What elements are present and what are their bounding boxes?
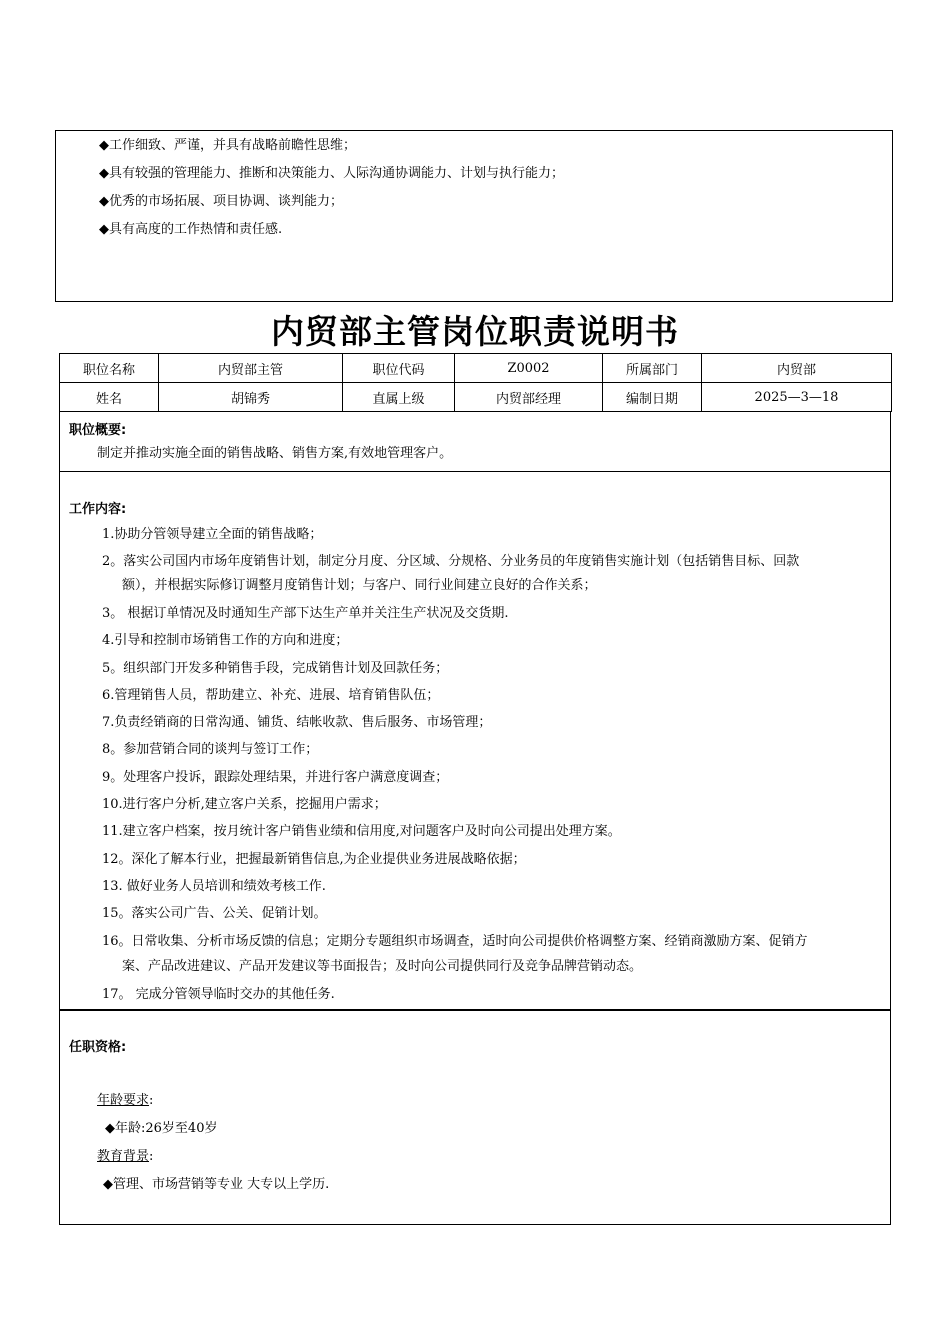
work-item: 8。参加营销合同的谈判与签订工作； — [102, 742, 319, 757]
work-item: 13. 做好业务人员培训和绩效考核工作. — [102, 879, 326, 894]
label-supervisor: 直属上级 — [343, 383, 455, 412]
work-item: 10.进行客户分析,建立客户关系，挖掘用户需求； — [102, 797, 387, 812]
label-position-name: 职位名称 — [60, 354, 159, 383]
work-item: 15。落实公司广告、公关、促销计划。 — [102, 906, 327, 921]
requirements-box — [55, 130, 893, 302]
work-item: 11.建立客户档案，按月统计客户销售业绩和信用度,对问题客户及时向公司提出处理方案。 — [102, 824, 621, 839]
work-item: 17。 完成分管领导临时交办的其他任务. — [102, 987, 335, 1002]
work-item: 2。落实公司国内市场年度销售计划，制定分月度、分区域、分规格、分业务员的年度销售实施计划（包括销售目标、回款 — [102, 554, 800, 569]
work-item: 5。组织部门开发多种销售手段，完成销售计划及回款任务； — [102, 661, 449, 676]
value-date: 2025—3—18 — [702, 383, 892, 412]
work-item: 7.负责经销商的日常沟通、铺货、结帐收款、售后服务、市场管理； — [102, 715, 492, 730]
requirement-line: ◆具有较强的管理能力、推断和决策能力、人际沟通协调能力、计划与执行能力； — [99, 166, 564, 181]
value-position-name: 内贸部主管 — [159, 354, 343, 383]
requirement-line: ◆具有高度的工作热情和责任感. — [99, 222, 283, 237]
overview-heading: 职位概要: — [69, 423, 127, 438]
education-label-line — [97, 1148, 153, 1166]
label-name: 姓名 — [60, 383, 159, 412]
work-item-continuation: 额），并根据实际修订调整月度销售计划；与客户、同行业间建立良好的合作关系； — [122, 578, 597, 593]
value-department: 内贸部 — [702, 354, 892, 383]
value-supervisor: 内贸部经理 — [455, 383, 603, 412]
label-position-code: 职位代码 — [343, 354, 455, 383]
value-name: 胡锦秀 — [159, 383, 343, 412]
label-department: 所属部门 — [603, 354, 702, 383]
age-requirement-label — [97, 1092, 153, 1110]
requirement-line: ◆工作细致、严谨，并具有战略前瞻性思维； — [99, 138, 356, 153]
table-row — [60, 383, 892, 412]
overview-text: 制定并推动实施全面的销售战略、销售方案,有效地管理客户。 — [97, 446, 453, 461]
value-position-code: Z0002 — [455, 354, 603, 383]
education-label: 教育背景 — [97, 1149, 150, 1164]
requirement-line: ◆优秀的市场拓展、项目协调、谈判能力； — [99, 194, 343, 209]
table-row — [60, 354, 892, 383]
age-value: ◆年龄:26岁至40岁 — [105, 1121, 218, 1136]
age-colon: : — [149, 1093, 154, 1108]
work-heading: 工作内容: — [69, 502, 127, 517]
work-item: 16。日常收集、分析市场反馈的信息；定期分专题组织市场调查，适时向公司提供价格调整方案、经销商激励方案、促销方 — [102, 934, 808, 949]
education-value: ◆管理、市场营销等专业 大专以上学历. — [103, 1177, 330, 1192]
label-date: 编制日期 — [603, 383, 702, 412]
work-item: 12。深化了解本行业，把握最新销售信息,为企业提供业务进展战略依据； — [102, 852, 526, 867]
work-item: 1.协助分管领导建立全面的销售战略； — [102, 527, 323, 542]
work-item: 6.管理销售人员，帮助建立、补充、进展、培育销售队伍； — [102, 688, 440, 703]
qualification-heading: 任职资格: — [69, 1040, 127, 1055]
work-item: 9。处理客户投诉，跟踪处理结果，并进行客户满意度调查； — [102, 770, 449, 785]
position-info-table — [59, 353, 892, 412]
work-item-continuation: 案、产品改进建议、产品开发建议等书面报告；及时向公司提供同行及竞争品牌营销动态。 — [122, 959, 643, 974]
education-colon: : — [149, 1149, 154, 1164]
work-item: 3。 根据订单情况及时通知生产部下达生产单并关注生产状况及交货期. — [102, 606, 509, 621]
work-item: 4.引导和控制市场销售工作的方向和进度； — [102, 633, 349, 648]
age-label: 年龄要求 — [97, 1093, 150, 1108]
overview-section — [59, 412, 891, 472]
page-title: 内贸部主管岗位职责说明书 — [271, 312, 679, 351]
